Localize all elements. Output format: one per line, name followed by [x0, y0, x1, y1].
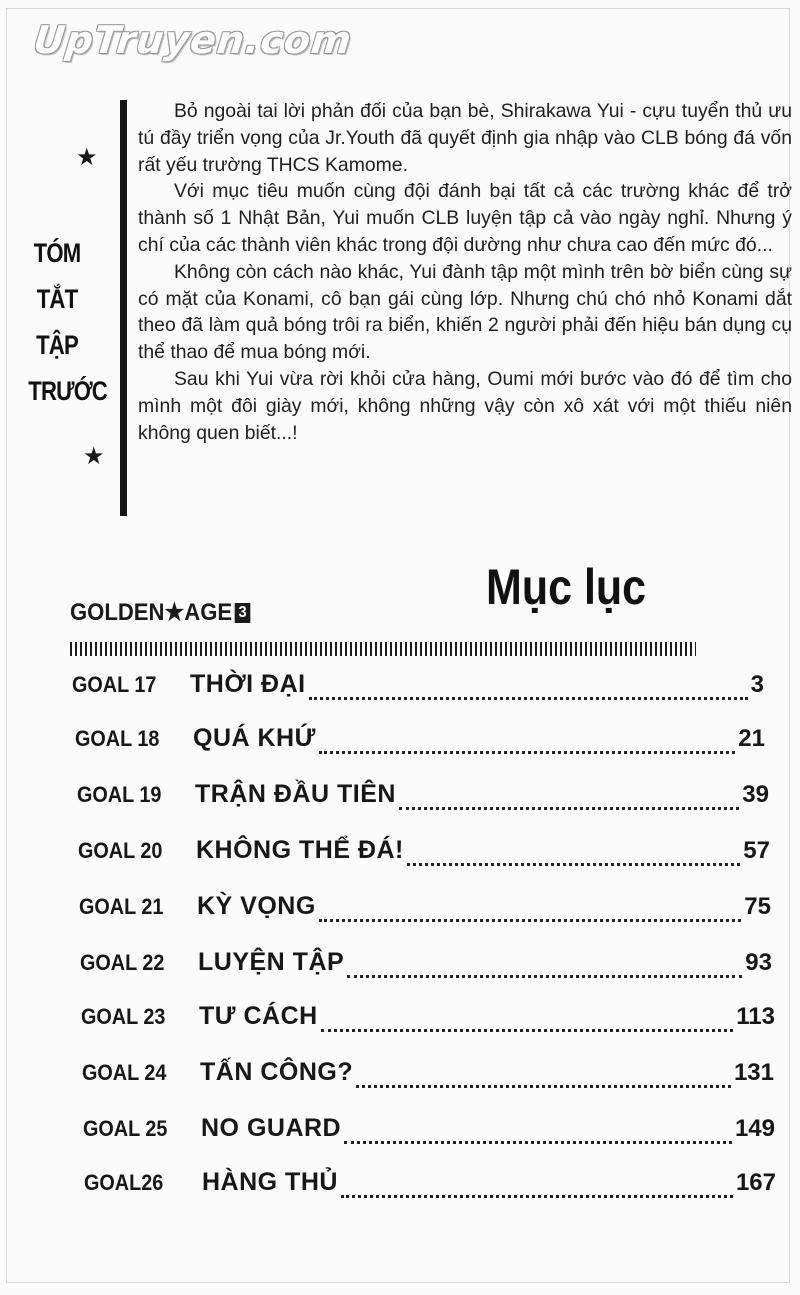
star-icon-bottom: ★: [83, 442, 105, 470]
toc-entry-9: [83, 1114, 775, 1154]
dot-leader: [399, 806, 739, 810]
goal-label: GOAL 21: [79, 894, 164, 919]
toc-entry-4: [78, 836, 770, 876]
dot-leader: [319, 750, 735, 754]
toc-entry-8: [82, 1058, 774, 1098]
toc-entry-5: [79, 892, 771, 932]
page-number: 3: [750, 671, 764, 698]
summary-paragraph-1: Bỏ ngoài tai lời phản đối của bạn bè, Shirakawa Yui - cựu tuyển thủ ưu tú đầy triển vọng của Jr.Youth đã quyết định gia nhập vào CLB bóng đá vốn rất yếu trường THCS Kamome.: [138, 100, 792, 176]
goal-label: GOAL 18: [75, 726, 160, 751]
chapter-title: QUÁ KHỨ: [193, 724, 316, 752]
goal-label: GOAL 20: [78, 838, 163, 863]
dot-leader: [356, 1084, 731, 1088]
goal-label: GOAL 17: [72, 672, 157, 697]
toc-entry-7: [81, 1002, 775, 1042]
series-name: [70, 598, 250, 627]
chapter-title: LUYỆN TẬP: [198, 948, 345, 976]
summary-label-line-1: TÓM: [33, 238, 81, 268]
chapter-title: TRẬN ĐẦU TIÊN: [195, 780, 396, 808]
goal-label: GOAL26: [84, 1170, 164, 1195]
toc-entry-6: [80, 948, 772, 988]
page-number: 21: [738, 725, 765, 752]
star-icon-top: ★: [76, 143, 98, 171]
toc-entry-2: [75, 724, 765, 764]
chapter-title: HÀNG THỦ: [202, 1168, 338, 1196]
chapter-title: THỜI ĐẠI: [190, 670, 306, 698]
page-number: 93: [745, 949, 772, 976]
summary-label-line-4: TRƯỚC: [28, 376, 107, 406]
summary-label-line-3: TẬP: [36, 330, 78, 360]
goal-label: GOAL 24: [82, 1060, 167, 1085]
toc-title: Mục lục: [486, 559, 647, 615]
page-number: 167: [735, 1169, 776, 1196]
dot-leader: [309, 696, 748, 700]
chapter-title: TƯ CÁCH: [199, 1002, 318, 1030]
series-title: GOLDEN★AGE: [70, 599, 233, 626]
dot-leader: [319, 918, 742, 922]
dot-leader: [341, 1194, 733, 1198]
page-number: 75: [744, 893, 771, 920]
chapter-title: KHÔNG THỂ ĐÁ!: [196, 836, 404, 864]
goal-label: GOAL 25: [83, 1116, 168, 1141]
page-number: 113: [736, 1003, 775, 1030]
dot-leader: [407, 862, 740, 866]
goal-label: GOAL 23: [81, 1004, 166, 1029]
page-number: 39: [742, 781, 769, 808]
dot-leader: [321, 1028, 734, 1032]
goal-label: GOAL 22: [80, 950, 165, 975]
chapter-title: KỲ VỌNG: [197, 892, 316, 920]
toc-entry-1: [72, 670, 764, 710]
toc-entry-10: [84, 1168, 776, 1208]
volume-badge: 3: [235, 603, 251, 623]
summary-text: [138, 98, 792, 446]
summary-paragraph-2: Với mục tiêu muốn cùng đội đánh bại tất cả các trường khác để trở thành số 1 Nhật Bản, Yui muốn CLB luyện tập cả vào ngày nghỉ. Nhưng ý chí của các thành viên khác trong đội dường như chưa cao đến mức đó...: [138, 180, 792, 256]
goal-label: GOAL 19: [77, 782, 162, 807]
summary-label-line-2: TẮT: [36, 284, 78, 314]
toc-divider-rule: [70, 642, 696, 656]
summary-paragraph-3: Không còn cách nào khác, Yui đành tập một mình trên bờ biển cùng sự có mặt của Konami, cô bạn gái cùng lớp. Nhưng chú chó nhỏ Konami dắt theo đã làm quả bóng trôi ra biển, khiến 2 người phải đến hiệu bán dụng cụ thể thao để mua bóng mới.: [138, 260, 792, 364]
dot-leader: [347, 974, 742, 978]
watermark: UpTruyen.com: [31, 18, 355, 62]
dot-leader: [344, 1140, 732, 1144]
page-number: 57: [743, 837, 770, 864]
chapter-title: TẤN CÔNG?: [200, 1058, 354, 1086]
chapter-title: NO GUARD: [201, 1114, 342, 1142]
page-number: 131: [733, 1059, 774, 1086]
summary-paragraph-4: Sau khi Yui vừa rời khỏi cửa hàng, Oumi mới bước vào đó để tìm cho mình một đôi giày mới, không những vậy còn xô xát với một thiếu niên không quen biết...!: [138, 367, 792, 444]
summary-divider-bar: [120, 100, 127, 516]
page-number: 149: [734, 1115, 775, 1142]
toc-entry-3: [77, 780, 769, 820]
